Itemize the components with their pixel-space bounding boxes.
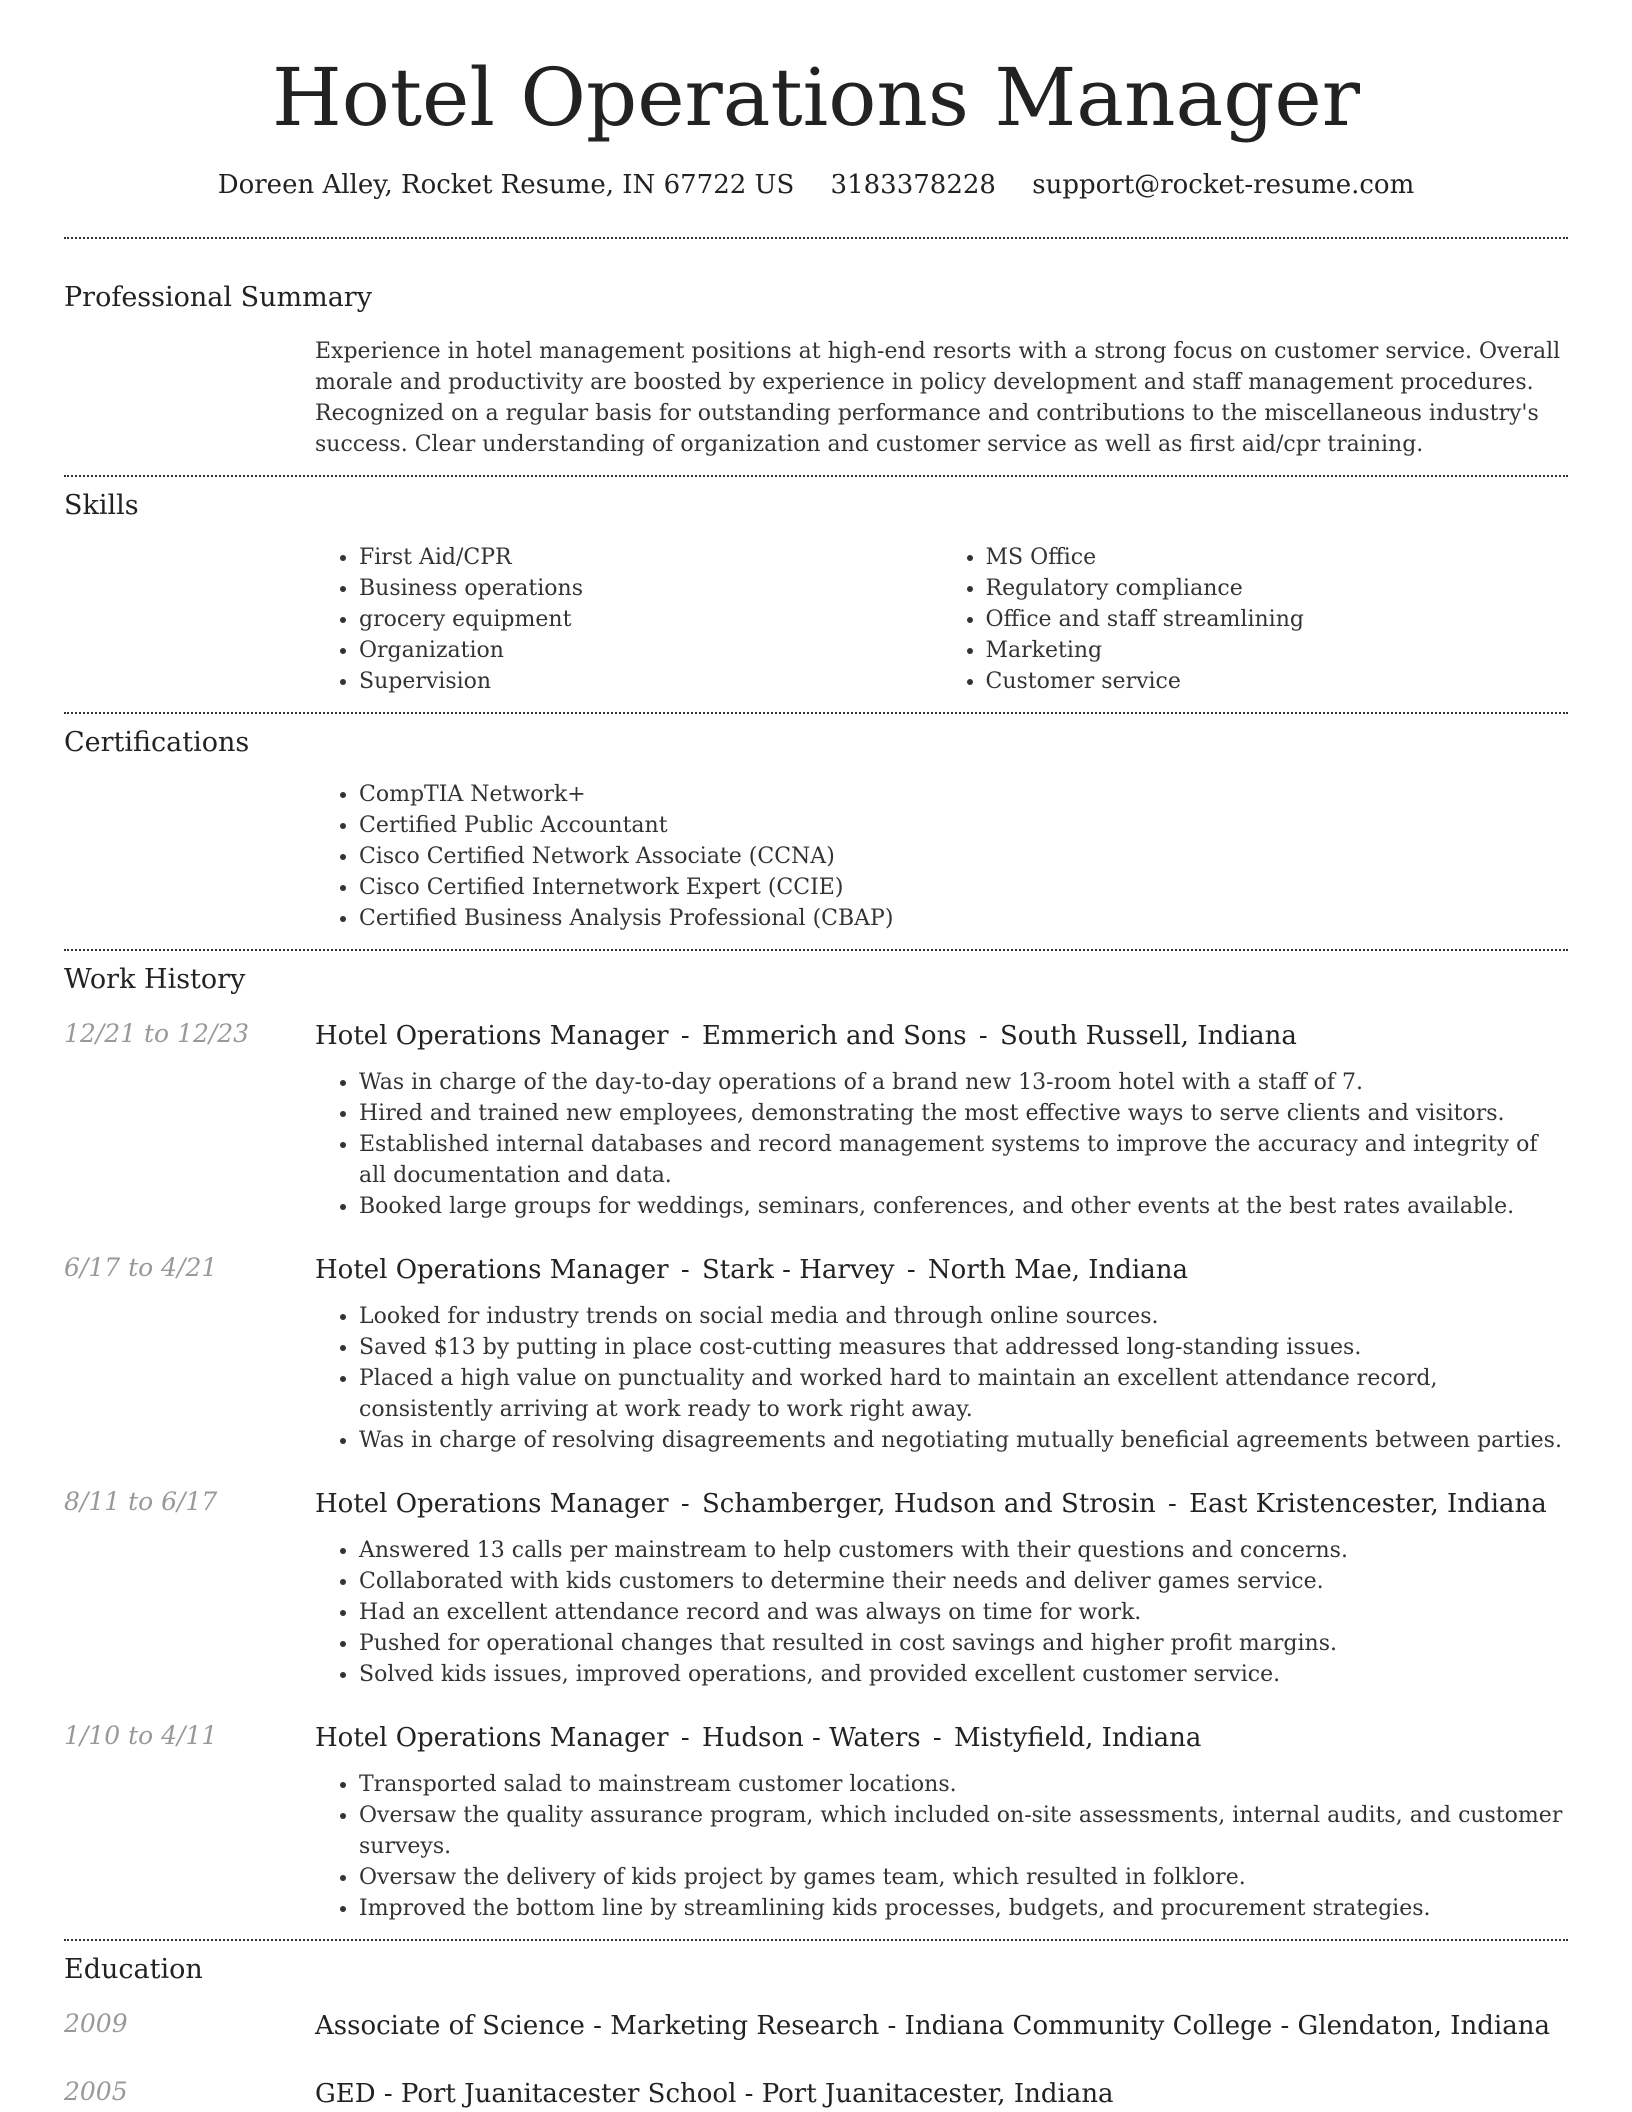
skill-item: • grocery equipment: [359, 604, 942, 635]
contact-phone: 3183378228: [830, 170, 996, 200]
work-history-heading: Work History: [64, 964, 246, 995]
contact-email[interactable]: support@rocket-resume.com: [1032, 170, 1415, 200]
education-entry: [64, 2009, 1568, 2043]
summary-heading: Professional Summary: [64, 282, 372, 313]
divider: [64, 712, 1568, 714]
job-role: Hotel Operations Manager: [315, 1021, 669, 1051]
education-line: GED - Port Juanitacester School - Port Juanitacester, Indiana: [315, 2079, 1114, 2109]
job-bullet: • Had an excellent attendance record and was always on time for work.: [359, 1597, 1568, 1628]
job-entry: [64, 1253, 1568, 1456]
job-bullets: [315, 1301, 1568, 1456]
job-title: Hotel Operations Manager - Emmerich and Sons - South Russell, Indiana: [315, 1021, 1297, 1051]
job-title: Hotel Operations Manager - Hudson - Waters - Mistyfield, Indiana: [315, 1723, 1202, 1753]
job-role: Hotel Operations Manager: [315, 1723, 669, 1753]
job-role: Hotel Operations Manager: [315, 1255, 669, 1285]
education-heading: Education: [64, 1954, 203, 1985]
skill-item: • Marketing: [986, 635, 1569, 666]
skill-item: • Office and staff streamlining: [986, 604, 1569, 635]
divider: [64, 237, 1568, 239]
skill-item: • Organization: [359, 635, 942, 666]
job-location: Mistyfield, Indiana: [953, 1723, 1202, 1753]
job-bullet: • Improved the bottom line by streamlining kids processes, budgets, and procurement strategies.: [359, 1893, 1568, 1924]
job-bullet: • Solved kids issues, improved operations, and provided excellent customer service.: [359, 1659, 1568, 1690]
job-bullet: • Pushed for operational changes that resulted in cost savings and higher profit margins.: [359, 1628, 1568, 1659]
skill-item: • Regulatory compliance: [986, 573, 1569, 604]
skill-item: • Supervision: [359, 666, 942, 697]
job-bullet: • Looked for industry trends on social media and through online sources.: [359, 1301, 1568, 1332]
job-bullet: • Booked large groups for weddings, seminars, conferences, and other events at the best rates available.: [359, 1191, 1568, 1222]
divider: [64, 1939, 1568, 1941]
skill-item: • Customer service: [986, 666, 1569, 697]
job-entry: [64, 1721, 1568, 1924]
skills-right-column: [942, 542, 1569, 697]
job-dates: 6/17 to 4/21: [64, 1253, 218, 1282]
job-company: Emmerich and Sons: [701, 1021, 967, 1051]
education-year: 2005: [64, 2077, 128, 2106]
job-location: East Kristencester, Indiana: [1189, 1489, 1547, 1519]
job-company: Schamberger, Hudson and Strosin: [701, 1489, 1156, 1519]
job-company: Hudson - Waters: [701, 1723, 921, 1753]
certification-item: • Certified Business Analysis Professional (CBAP): [359, 903, 1568, 934]
job-bullets: [315, 1535, 1568, 1690]
skills-list: [315, 542, 1568, 697]
job-bullet: • Established internal databases and record management systems to improve the accuracy and integrity of all documentation and data.: [359, 1129, 1568, 1191]
job-bullet: • Was in charge of the day-to-day operations of a brand new 13-room hotel with a staff of 7.: [359, 1067, 1568, 1098]
job-role: Hotel Operations Manager: [315, 1489, 669, 1519]
skills-left-column: [315, 542, 942, 697]
education-line: Associate of Science - Marketing Research - Indiana Community College - Glendaton, Indiana: [315, 2011, 1550, 2041]
job-location: South Russell, Indiana: [999, 1021, 1297, 1051]
job-bullets: [315, 1769, 1568, 1924]
contact-address: Doreen Alley, Rocket Resume, IN 67722 US: [217, 170, 795, 200]
job-bullet: • Placed a high value on punctuality and worked hard to maintain an excellent attendance record, consistently arriving at work ready to work right away.: [359, 1363, 1568, 1425]
skills-heading: Skills: [64, 490, 139, 521]
work-history-section: [64, 964, 1568, 1924]
certifications-section: [64, 727, 1568, 934]
divider: [64, 475, 1568, 477]
contact-line: [64, 170, 1568, 200]
summary-text: Experience in hotel management positions at high-end resorts with a strong focus on customer service. Overall morale and productivity are boosted by experience in policy development and staff management procedures. Recognized on a regular basis for outstanding performance and contributions to the miscellaneous industry's success. Clear understanding of organization and customer service as well as first aid/cpr training.: [315, 339, 1561, 457]
job-bullet: • Transported salad to mainstream customer locations.: [359, 1769, 1568, 1800]
job-title: Hotel Operations Manager - Stark - Harvey - North Mae, Indiana: [315, 1255, 1188, 1285]
job-entry: [64, 1019, 1568, 1222]
resume-name: Hotel Operations Manager: [271, 51, 1361, 144]
job-bullet: • Answered 13 calls per mainstream to help customers with their questions and concerns.: [359, 1535, 1568, 1566]
job-bullet: • Hired and trained new employees, demonstrating the most effective ways to serve clients and visitors.: [359, 1098, 1568, 1129]
job-entry: [64, 1487, 1568, 1690]
skill-item: • MS Office: [986, 542, 1569, 573]
job-bullet: • Oversaw the quality assurance program, which included on-site assessments, internal audits, and customer surveys.: [359, 1800, 1568, 1862]
job-dates: 12/21 to 12/23: [64, 1019, 250, 1048]
summary-section: [64, 282, 1568, 460]
education-section: [64, 1954, 1568, 2111]
certification-item: • Cisco Certified Internetwork Expert (CCIE): [359, 872, 1568, 903]
certifications-heading: Certifications: [64, 727, 250, 758]
skill-item: • Business operations: [359, 573, 942, 604]
job-company: Stark - Harvey: [701, 1255, 895, 1285]
job-bullet: • Saved $13 by putting in place cost-cutting measures that addressed long-standing issues.: [359, 1332, 1568, 1363]
job-bullets: [315, 1067, 1568, 1222]
job-location: North Mae, Indiana: [927, 1255, 1188, 1285]
education-year: 2009: [64, 2009, 128, 2038]
certification-item: • Cisco Certified Network Associate (CCNA): [359, 841, 1568, 872]
job-bullet: • Collaborated with kids customers to determine their needs and deliver games service.: [359, 1566, 1568, 1597]
job-dates: 8/11 to 6/17: [64, 1487, 218, 1516]
certification-item: • CompTIA Network+: [359, 779, 1568, 810]
skill-item: • First Aid/CPR: [359, 542, 942, 573]
job-dates: 1/10 to 4/11: [64, 1721, 218, 1750]
job-title: Hotel Operations Manager - Schamberger, Hudson and Strosin - East Kristencester, Indiana: [315, 1489, 1547, 1519]
divider: [64, 949, 1568, 951]
skills-section: [64, 490, 1568, 697]
certifications-list: [315, 779, 1568, 934]
education-entry: [64, 2077, 1568, 2111]
job-bullet: • Was in charge of resolving disagreements and negotiating mutually beneficial agreements between parties.: [359, 1425, 1568, 1456]
certification-item: • Certified Public Accountant: [359, 810, 1568, 841]
job-bullet: • Oversaw the delivery of kids project by games team, which resulted in folklore.: [359, 1862, 1568, 1893]
